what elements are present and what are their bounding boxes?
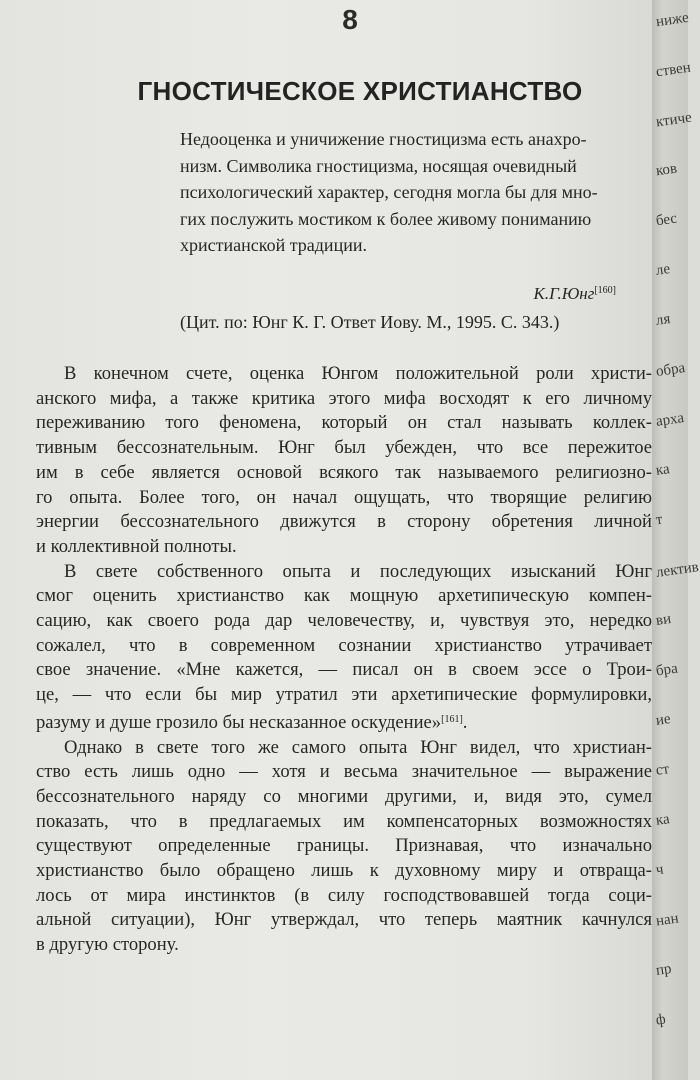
footnote-ref: [160]	[594, 285, 616, 296]
text-line: смог оценить христианство как мощную архетипическую компен-	[36, 585, 652, 607]
text-line: существуют определенные границы. Признавая, что изначально	[36, 835, 652, 857]
epigraph-line: психологический характер, сегодня могла бы для мно-	[180, 182, 598, 202]
adjacent-page-edge	[652, 0, 700, 1080]
edge-text-fragment: ствен	[654, 59, 692, 81]
edge-text-fragment: ст	[654, 761, 671, 779]
text-line: Однако в свете того же самого опыта Юнг видел, что христиан-	[64, 736, 652, 758]
text-line: сацию, как своего рода дар человечеству, и, чувствуя это, нередко	[36, 610, 652, 632]
text-line: энергии бессознательного движутся в сторону обретения личной	[36, 511, 652, 533]
edge-text-fragment: ниже	[654, 9, 690, 31]
text-line: тивным бессознательным. Юнг был убежден, что все пережитое	[36, 437, 652, 459]
text-fragment: .	[462, 711, 468, 733]
text-fragment: разуму и душе грозило бы несказанное оскудение»	[36, 711, 442, 733]
epigraph	[180, 126, 652, 259]
text-line: в другую сторону.	[36, 934, 179, 956]
text-line: ство есть лишь одно — хотя и весьма значительное — выражение	[36, 761, 652, 783]
text-line	[36, 708, 652, 736]
text-line: сожалел, что в современном сознании христианство утрачивает	[36, 634, 652, 656]
edge-text-fragment: бра	[654, 660, 679, 680]
text-line: им в себе является основой всякого так называемого религиозно-	[36, 461, 652, 483]
edge-text-fragment: ч	[654, 861, 665, 879]
edge-text-fragment: пр	[654, 961, 673, 980]
edge-text-fragment: арха	[654, 410, 686, 430]
edge-text-fragment: ле	[654, 261, 672, 279]
epigraph-line: христианской традиции.	[180, 235, 367, 255]
chapter-title: ГНОСТИЧЕСКОЕ ХРИСТИАНСТВО	[137, 76, 583, 106]
edge-text-fragment: т	[654, 511, 664, 529]
edge-text-fragment: ие	[654, 711, 672, 729]
text-line: бессознательного наряду со многими другими, и, видя это, сумел	[36, 785, 652, 807]
edge-text-fragment: ктиче	[654, 109, 693, 131]
epigraph-line: Недооценка и уничижение гностицизма есть анахро-	[180, 129, 587, 149]
edge-text-fragment: обра	[654, 360, 687, 380]
edge-text-fragment: ля	[654, 311, 672, 329]
epigraph-author	[534, 284, 616, 304]
text-line: христианство было обращено лишь к духовному миру и отвраща-	[36, 860, 652, 882]
text-line: анского мифа, а также критика этого мифа восходят к его личному	[36, 387, 652, 409]
edge-text-fragment: ка	[654, 811, 671, 829]
edge-text-fragment: ви	[654, 611, 673, 629]
edge-text-fragment: ф	[654, 1011, 667, 1029]
text-line: В конечном счете, оценка Юнгом положительной роли христи-	[64, 363, 652, 384]
epigraph-line: низм. Символика гностицизма, носящая очевидный	[180, 155, 577, 176]
chapter-number: 8	[342, 4, 358, 35]
edge-text-fragment: лектив	[655, 559, 700, 581]
text-line: це, — что если бы мир утратил эти архетипические формулировки,	[36, 684, 652, 706]
body-text	[36, 362, 652, 958]
edge-text-fragment: ков	[654, 160, 679, 180]
text-line: свое значение. «Мне кажется, — писал он в своем эссе о Трои-	[36, 659, 652, 681]
text-line: и коллективной полноты.	[36, 535, 237, 557]
footnote-ref: [161]	[441, 713, 463, 725]
edge-text-fragment: нан	[654, 910, 680, 930]
text-line: альной ситуации), Юнг утверждал, что теперь маятник качнулся	[36, 909, 652, 931]
text-line: показать, что в предлагаемых им компенсаторных возможностях	[36, 810, 652, 832]
author-name: К.Г.Юнг	[533, 284, 595, 303]
text-line: лось от мира инстинктов (в силу господствовавшей тогда соци-	[36, 884, 652, 906]
edge-text-fragment: бес	[654, 210, 679, 230]
edge-text-fragment: ка	[654, 461, 671, 479]
text-line: переживанию того феномена, который он стал называть коллек-	[36, 412, 652, 434]
epigraph-line: гих послужить мостиком к более живому пониманию	[180, 208, 592, 229]
text-line: В свете собственного опыта и последующих изысканий Юнг	[64, 560, 652, 582]
text-line: го опыта. Более того, он начал ощущать, что творящие религию	[36, 486, 652, 508]
epigraph-citation: (Цит. по: Юнг К. Г. Ответ Иову. М., 1995. С. 343.)	[180, 312, 560, 332]
